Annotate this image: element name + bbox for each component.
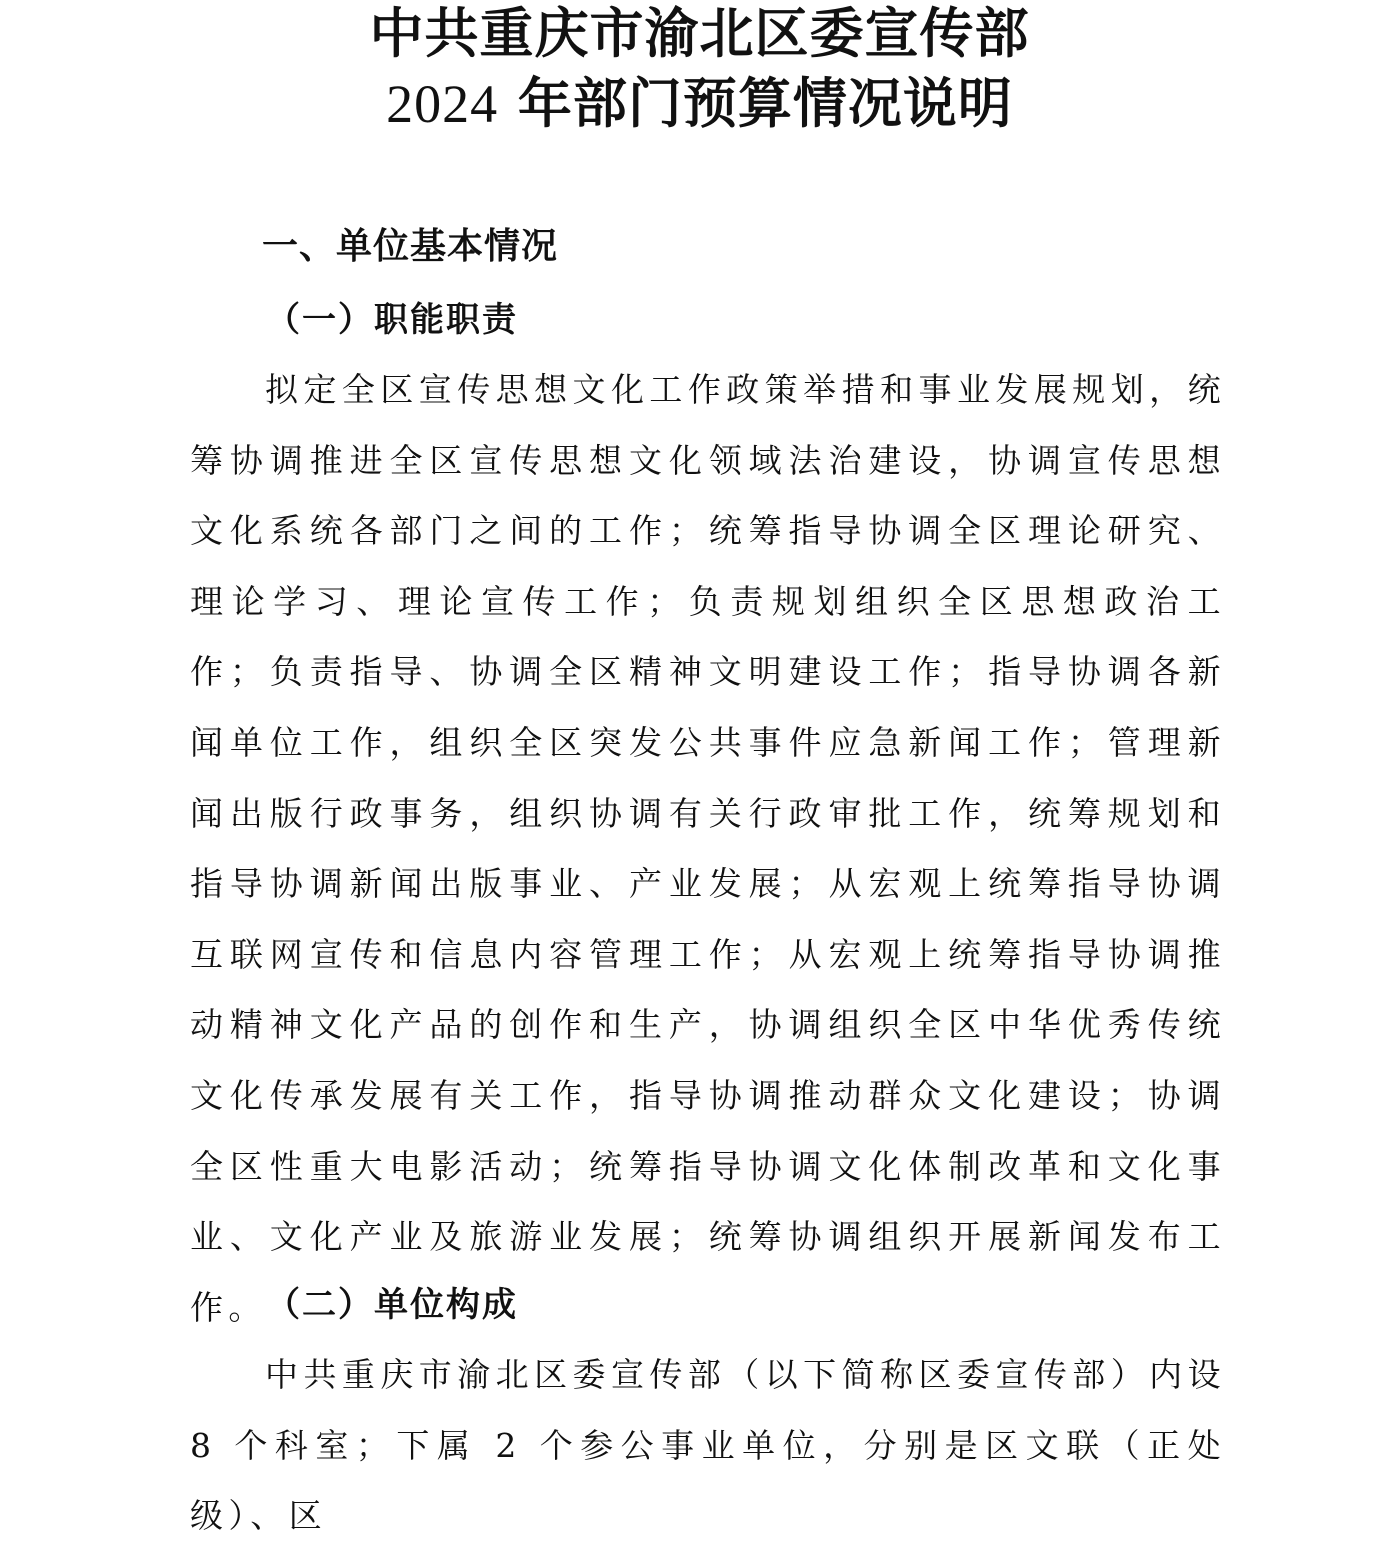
subsection-heading-composition: （二）单位构成 [266,1285,518,1325]
section-heading-basic-info: 一、单位基本情况 [262,226,559,267]
subsection-heading-functions: （一）职能职责 [266,300,518,340]
title-year: 2024 [386,74,499,134]
title-rest: 年部门预算情况说明 [517,71,1013,135]
functions-paragraph: 拟定全区宣传思想文化工作政策举措和事业发展规划，统筹协调推进全区宣传思想文化领域法治建设，协调宣传思想文化系统各部门之间的工作；统筹指导协调全区理论研究、理论学习、理论宣传工作；负责规划组织全区思想政治工作；负责指导、协调全区精神文明建设工作；指导协调各新闻单位工作，组织全区突发公共事件应急新闻工作；管理新闻出版行政事务，组织协调有关行政审批工作，统筹规划和指导协调新闻出版事业、产业发展；从宏观上统筹指导协调互联网宣传和信息内容管理工作；从宏观上统筹指导协调推动精神文化产品的创作和生产，协调组织全区中华优秀传统文化传承发展有关工作，指导协调推动群众文化建设；协调全区性重大电影活动；统筹指导协调文化体制改革和文化事业、文化产业及旅游业发展；统筹协调组织开展新闻发布工作。 [190,370,1226,1327]
document-title-line-2 [0,72,1399,135]
document-title-line-1: 中共重庆市渝北区委宣传部 [369,1,1030,65]
composition-paragraph: 中共重庆市渝北区委宣传部（以下简称区委宣传部）内设 8 个科室；下属 2 个参公事业单位，分别是区文联（正处级）、区 [190,1355,1226,1536]
